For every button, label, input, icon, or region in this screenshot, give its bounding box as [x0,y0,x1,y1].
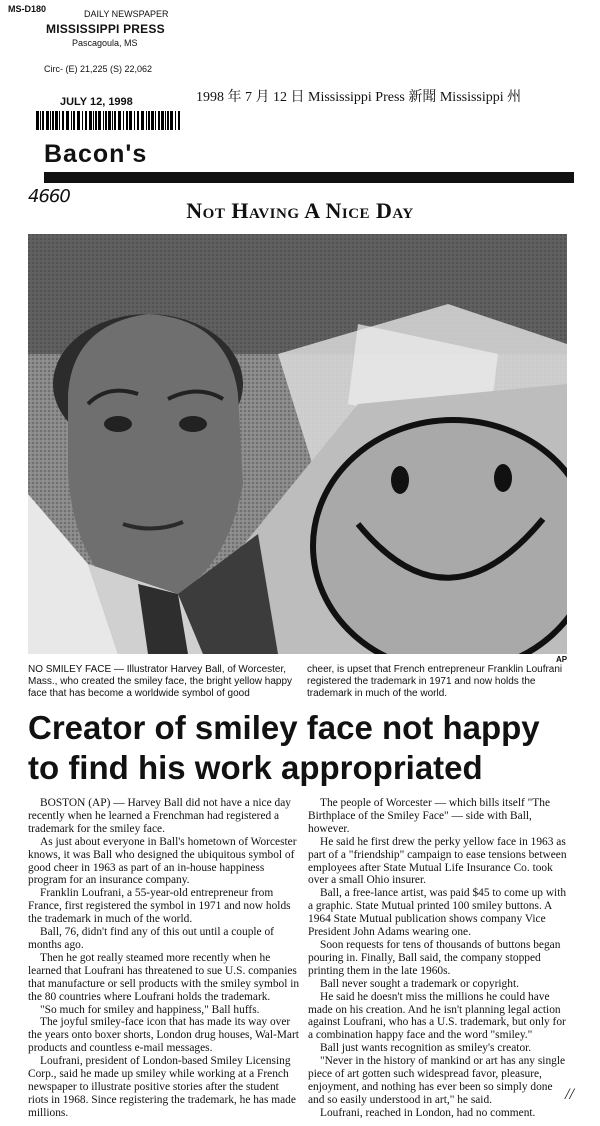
article-photo [28,234,567,654]
paragraph: Then he got really steamed more recently when he learned that Loufrani has threatened to sue U.S. companies that manufacture or sell products with the smiley symbol in the 80 countries where Loufrani holds the trademark. [28,951,300,1003]
clipping-type: DAILY NEWSPAPER [84,9,169,19]
publication-name: MISSISSIPPI PRESS [46,22,165,36]
clipping-id: MS-D180 [8,4,47,14]
paragraph: The people of Worcester — which bills itself "The Birthplace of the Smiley Face" — side with Ball, however. [308,797,551,835]
article-column-2 [308,797,570,1120]
paragraph: Loufrani, president of London-based Smiley Licensing Corp., said he made up smiley while working at a French newspaper to illustrate positive stories after the student riots in 1968. Since registering the trademark, he has made millions. [28,1055,296,1119]
header-rule [44,172,574,183]
paragraph: The joyful smiley-face icon that has made its way over the years onto boxer shorts, London drug houses, Wal-Mart products and countless e-mail messages. [28,1016,299,1055]
paragraph: Franklin Loufrani, a 55-year-old entrepreneur from France, first registered the symbol in 1971 and now holds the trademark in much of the world. [28,887,291,926]
paragraph: Ball, a free-lance artist, was paid $45 to come up with a graphic. State Mutual printed 100 smiley buttons. A 1964 State Mutual publication shows company Vice President John Adams wearing one. [308,887,567,939]
photo-caption-left: NO SMILEY FACE — Illustrator Harvey Ball, of Worcester, Mass., who created the smiley face, the bright yellow happy face that has become a worldwide symbol of good [28,664,293,699]
service-logo: Bacon's [44,140,148,168]
main-headline: Creator of smiley face not happy to find his work appropriated [28,709,540,786]
paragraph: Loufrani, reached in London, had no comment. [320,1106,536,1119]
paragraph: Ball never sought a trademark or copyright. [320,977,519,990]
handwritten-reference-number: 4660 [28,186,70,207]
clipping-date: JULY 12, 1998 [60,96,133,108]
paragraph: Ball just wants recognition as smiley's creator. [320,1042,532,1055]
kicker-headline: Not Having A Nice Day [186,198,414,223]
publication-city: Pascagoula, MS [72,38,138,48]
paragraph: He said he first drew the perky yellow face in 1963 as part of a "friendship" campaign to ease tensions between employees after State Mutual Life Insurance Co. took over a small Ohio insurer. [308,835,567,887]
article-column-1 [28,797,300,1120]
photo-caption-right: cheer, is upset that French entrepreneur Franklin Loufrani registered the trademark in 1971 and now holds the trademark in much of the world. [307,664,563,699]
end-mark: // [565,1086,574,1103]
photo-illustration [28,234,567,654]
circulation-info: Circ- (E) 21,225 (S) 22,062 [44,64,153,74]
paragraph: "So much for smiley and happiness," Ball huffs. [40,1003,260,1016]
paragraph: As just about everyone in Ball's hometown of Worcester knows, it was Ball who designed the ubiquitous symbol of good cheer in 1963 as part of an in-house happiness program for an insurance company. [28,835,297,887]
paragraph: He said he doesn't miss the millions he could have made on his creation. And he isn't planning legal action against Loufrani, who has a U.S. trademark, but only for a combination happy face and the word "smiley." [308,990,566,1042]
paragraph: Soon requests for tens of thousands of buttons began pouring in. Finally, Ball said, the company stopped printing them in the late 1960s. [308,938,561,977]
paragraph: Ball, 76, didn't find any of this out until a couple of months ago. [28,926,274,951]
paragraph: BOSTON (AP) — Harvey Ball did not have a nice day recently when he learned a Frenchman had registered a trademark for the smiley face. [28,797,291,835]
paragraph: "Never in the history of mankind or art has any single piece of art gotten such widespread favor, pleasure, enjoyment, and nothing has ever been so simply done and so easily understood in art," he said. [308,1055,566,1106]
photo-credit: AP [556,655,568,664]
header-date-line: 1998 年 7 月 12 日 Mississippi Press 新聞 Mississippi 州 [196,90,522,105]
barcode-image [36,111,184,130]
